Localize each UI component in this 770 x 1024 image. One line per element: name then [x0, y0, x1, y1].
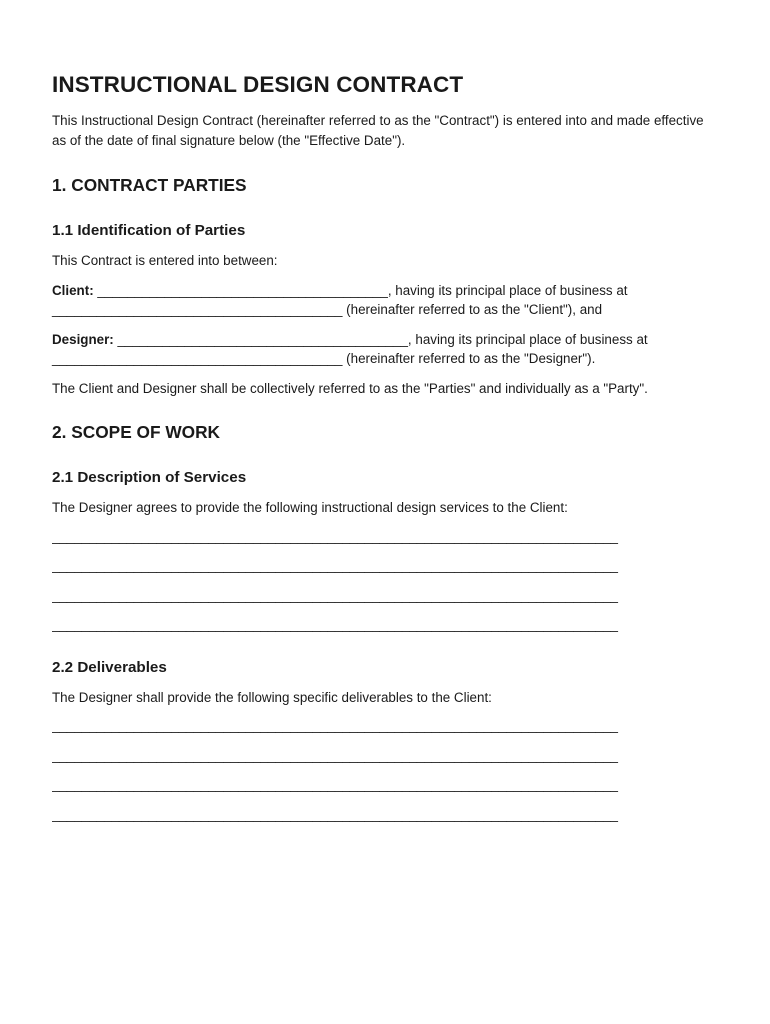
designer-text: _______________________________________, having its principal place of business at _______________________________________ (hereinafter referred to as the "Designer"). — [52, 331, 648, 366]
contract-page — [52, 70, 718, 824]
section-1-1-heading: 1.1 Identification of Parties — [52, 222, 246, 239]
services-line: ____________________________________________________________________________ — [52, 528, 618, 544]
parties-lead: This Contract is entered into between: — [52, 253, 278, 268]
designer-paragraph — [52, 330, 718, 369]
deliverables-line: ____________________________________________________________________________ — [52, 806, 618, 822]
designer-label: Designer: — [52, 331, 114, 347]
deliverables-lead: The Designer shall provide the following specific deliverables to the Client: — [52, 689, 492, 705]
client-text: _______________________________________, having its principal place of business at _______________________________________ (hereinafter referred to as the "Client"), and — [52, 282, 628, 317]
collective-paragraph: The Client and Designer shall be collectively referred to as the "Parties" and individually as a "Party". — [52, 380, 648, 396]
deliverables-blank-lines — [52, 716, 718, 824]
deliverables-line: ____________________________________________________________________________ — [52, 718, 618, 733]
section-2-1-heading: 2.1 Description of Services — [52, 469, 247, 486]
section-2-2-heading: 2.2 Deliverables — [52, 658, 167, 676]
section-2-heading: 2. SCOPE OF WORK — [52, 422, 221, 442]
deliverables-line: ____________________________________________________________________________ — [52, 777, 618, 792]
services-line: ____________________________________________________________________________ — [52, 587, 618, 603]
services-blank-lines — [52, 527, 718, 635]
services-lead: The Designer agrees to provide the following instructional design services to the Client: — [52, 500, 568, 515]
intro-paragraph: This Instructional Design Contract (hereinafter referred to as the "Contract") is entered into and made effective as of the date of final signature below (the "Effective Date"). — [52, 113, 704, 148]
section-1-heading: 1. CONTRACT PARTIES — [52, 175, 247, 195]
client-label: Client: — [52, 282, 94, 298]
deliverables-line: ____________________________________________________________________________ — [52, 747, 618, 763]
client-paragraph — [52, 281, 718, 320]
services-line: ____________________________________________________________________________ — [52, 558, 618, 573]
document-title: INSTRUCTIONAL DESIGN CONTRACT — [52, 72, 464, 97]
services-line: ____________________________________________________________________________ — [52, 617, 618, 632]
